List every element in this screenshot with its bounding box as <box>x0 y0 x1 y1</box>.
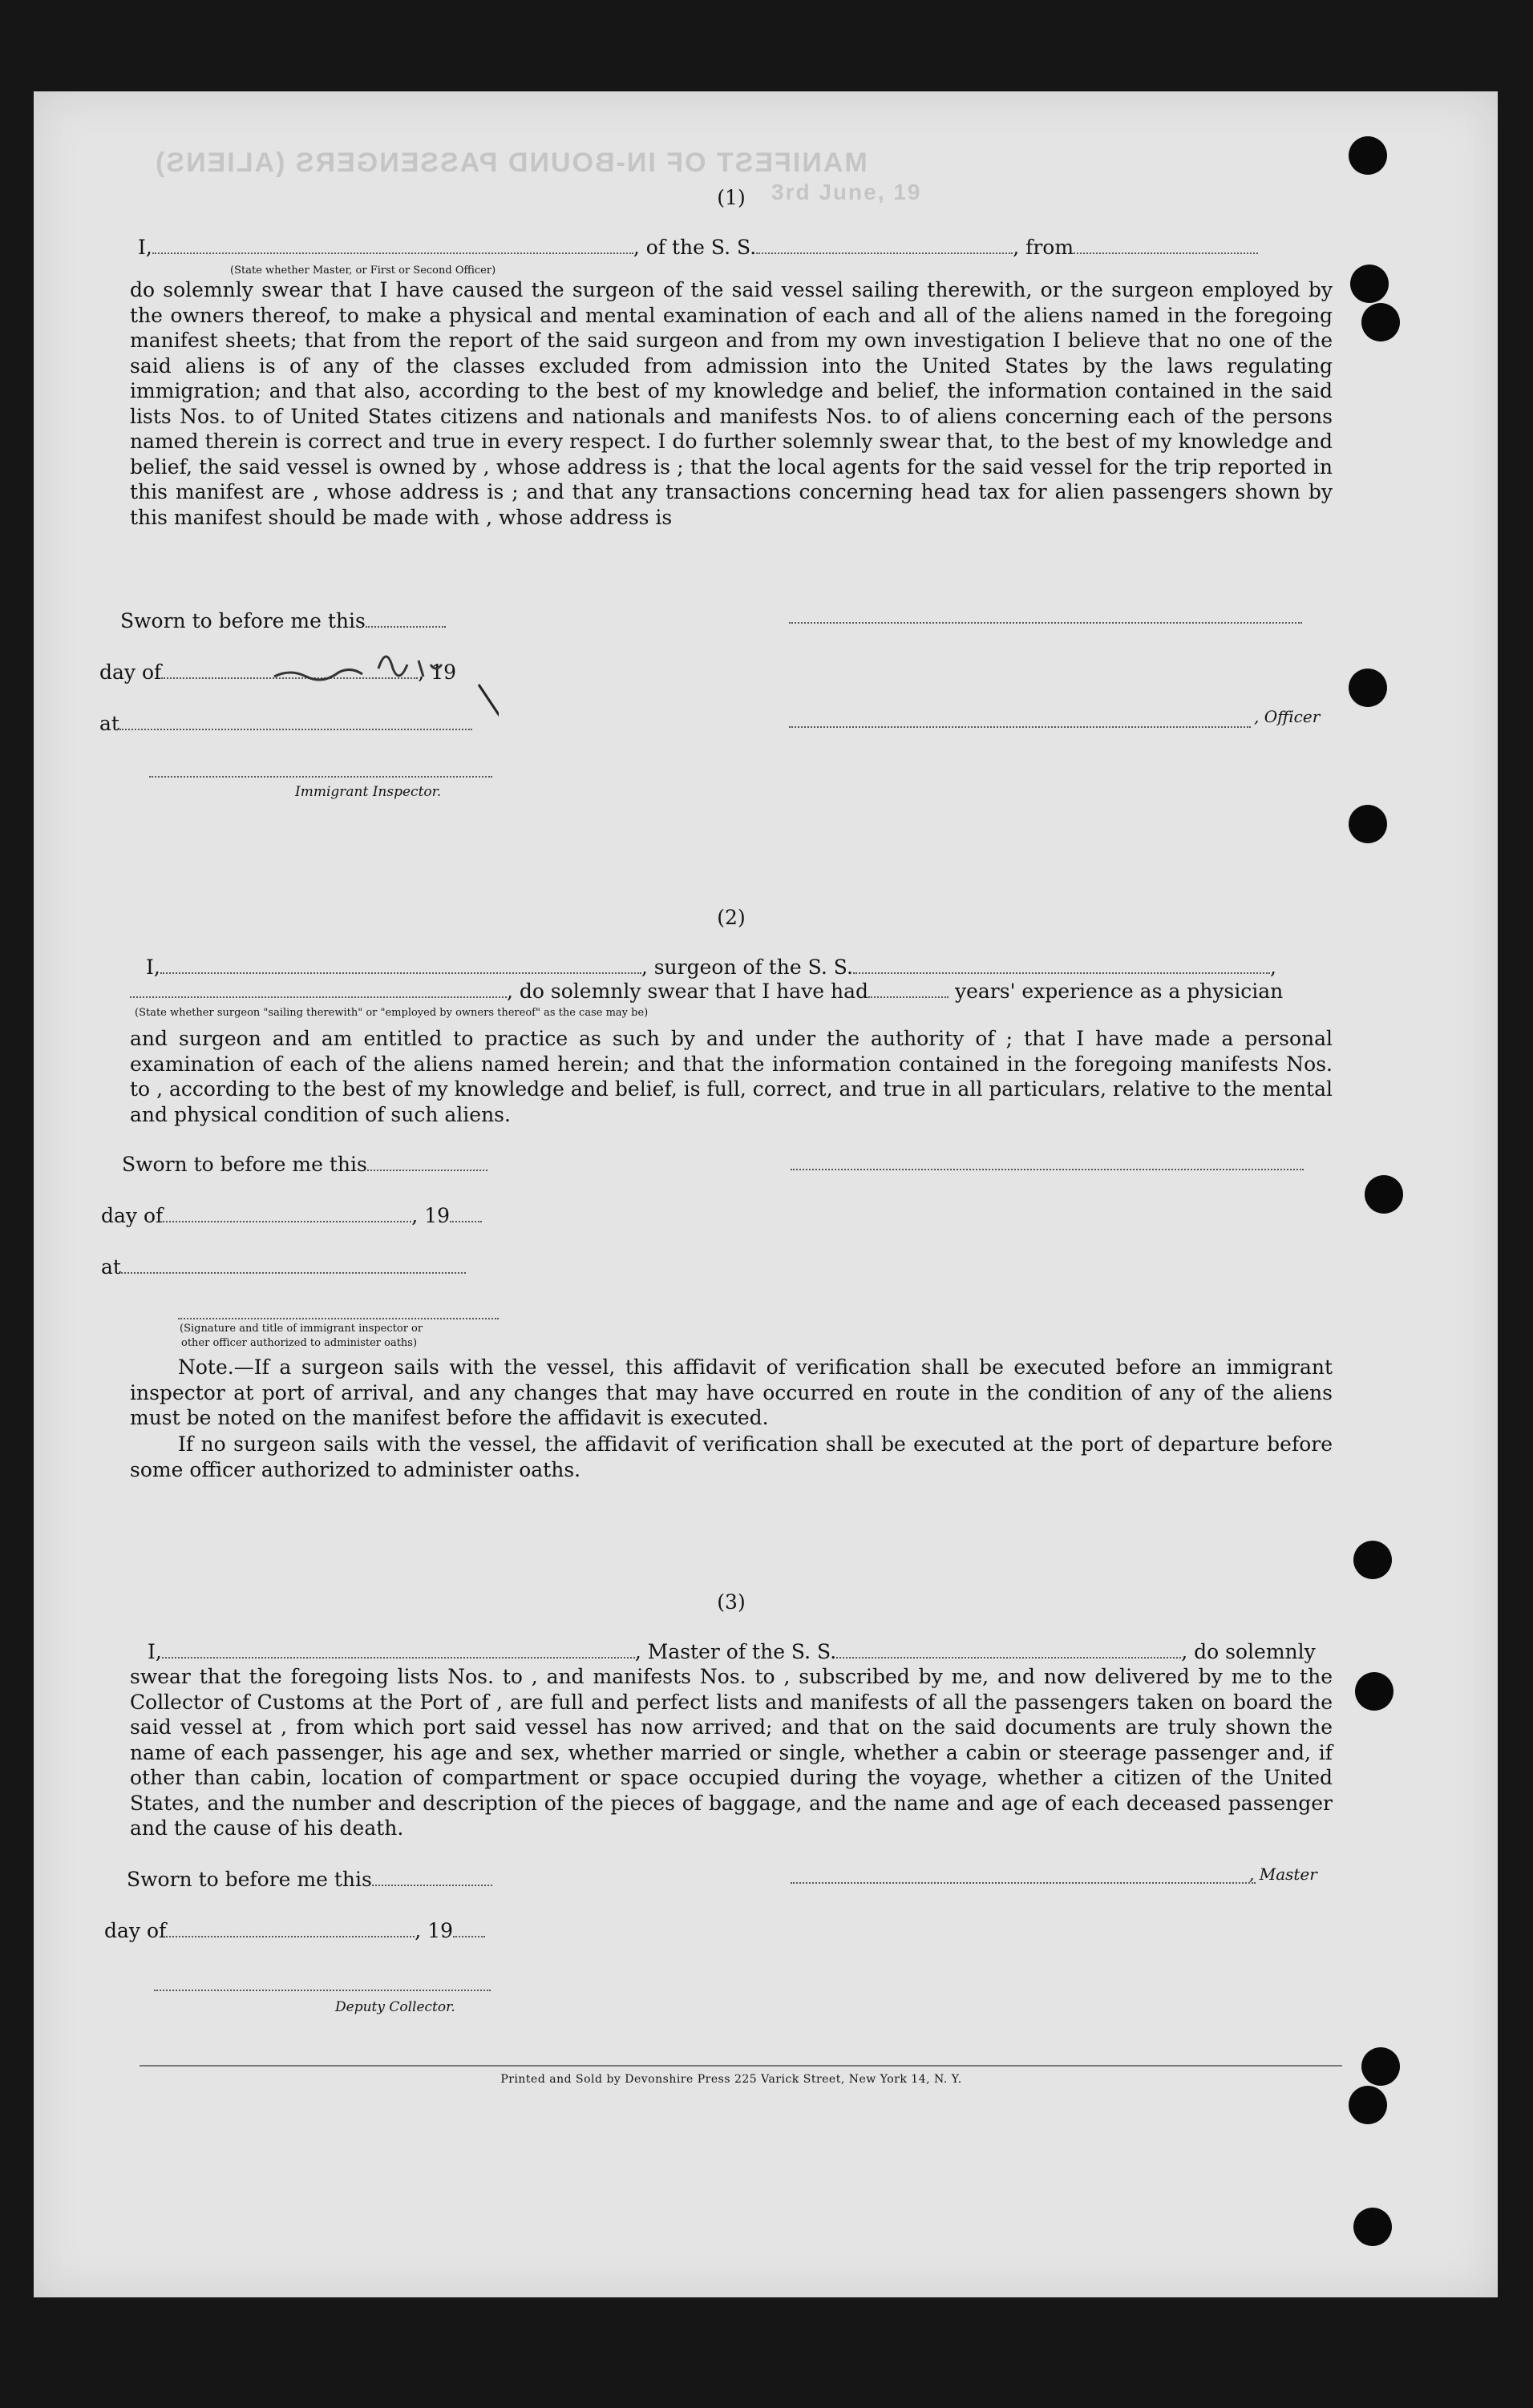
surgeon-note-paragraph: Note.—If a surgeon sails with the vessel, this affidavit of verification shall be executed before an immigrant inspector at port of arrival, and any changes that may have occurred en route in the condition of any of the aliens must be noted on the manifest before the affidavit is executed. <box>130 1356 1333 1429</box>
section-1-i: I, <box>138 236 152 259</box>
punch-hole <box>1349 805 1387 843</box>
punch-hole <box>1355 1672 1393 1711</box>
officer-title-line <box>789 725 1251 728</box>
punch-hole <box>1349 669 1387 707</box>
year-suffix-field-3 <box>453 1921 485 1937</box>
master-label: , Master <box>1249 1865 1317 1884</box>
year-label-2: , 19 <box>411 1204 451 1227</box>
section-3-first-line <box>148 1640 1316 1663</box>
collector-signature-line <box>154 1988 491 1991</box>
punch-hole <box>1361 303 1400 341</box>
years-field <box>868 982 949 998</box>
day-of-label-2: day of <box>101 1204 164 1227</box>
inspector-label: Immigrant Inspector. <box>295 784 442 800</box>
sworn-label-2: Sworn to before me this <box>122 1153 367 1176</box>
at-place-field <box>119 714 472 730</box>
bleed-date: 3rd June, 19 <box>771 180 922 204</box>
surgeon-name-field <box>160 958 641 974</box>
section-2-oath-text: and surgeon and am entitled to practice as such by and under the authority of ; that I have made a personal examination of each of the aliens named herein; and that the information contained in the foregoing manifests Nos. to , according to the best of my knowledge and belief, is full, correct, and true in all particulars, relative to the mental and physical condition of such aliens. <box>130 1027 1333 1126</box>
master-name-field <box>152 238 633 254</box>
at-place-field-2 <box>121 1258 466 1274</box>
printer-imprint: Printed and Sold by Devonshire Press 225 Varick Street, New York 14, N. Y. <box>500 2073 962 2086</box>
collector-label: Deputy Collector. <box>335 1999 455 2015</box>
solemnly-label: , do solemnly <box>1181 1640 1316 1663</box>
vessel-field-3 <box>836 1642 1181 1659</box>
section-3-sworn <box>127 1868 492 1891</box>
manifest-back-page <box>34 91 1498 2297</box>
section-2-day-of <box>101 1204 482 1227</box>
year-label-3: , 19 <box>415 1919 454 1942</box>
vessel-name-field <box>756 238 1013 254</box>
section-1-oath-text: do solemnly swear that I have caused the surgeon of the said vessel sailing therewith, or the surgeon employed by the owners thereof, to make a physical and mental examination of each and all of the aliens named in the foregoing manifest sheets; that from the report of the said surgeon and from my own investigation I believe that no one of the said aliens is of any of the classes excluded from admission into the United States by the laws regulating immigration; and that also, according to the best of my knowledge and belief, the information contained in the said lists Nos. to of United States citizens and nationals and manifests Nos. to of aliens concerning each of the persons named therein is correct and true in every respect. I do further solemnly swear that, to the best of my knowledge and belief, the said vessel is owned by , whose address is ; that the local agents for the said vessel for the trip reported in this manifest are , whose address is ; and that any transactions concerning head tax for alien passengers shown by this manifest should be made with , whose address is <box>130 278 1333 529</box>
sworn-label-3: Sworn to before me this <box>127 1868 372 1891</box>
punch-hole <box>1353 1541 1392 1579</box>
inspector-signature-line <box>149 774 492 778</box>
surgeon-vessel-field <box>853 958 1270 974</box>
sworn-label: Sworn to before me this <box>120 609 366 632</box>
day-field-2 <box>163 1206 411 1222</box>
surgeon-of-label: , surgeon of the S. S. <box>641 956 853 979</box>
surgeon-note: (State whether surgeon "sailing therewith" or "employed by owners thereof" as the case may be) <box>135 1007 649 1019</box>
section-2-number: (2) <box>717 906 746 929</box>
section-1-first-line <box>138 236 1258 259</box>
officer-label: , Officer <box>1254 707 1321 726</box>
master-name-field-3 <box>162 1642 635 1659</box>
punch-hole <box>1365 1175 1403 1214</box>
sig-note-2: other officer authorized to administer oaths) <box>181 1337 418 1349</box>
from-label: , from <box>1013 236 1074 259</box>
of-the-ss-label: , of the S. S. <box>633 236 757 259</box>
at-label-2: at <box>101 1255 121 1279</box>
swear-label: , do solemnly swear that I have had <box>507 980 869 1003</box>
sig-note-1: (Signature and title of immigrant inspector or <box>180 1323 423 1335</box>
authorized-officer-line <box>178 1316 499 1319</box>
day-field-3 <box>166 1921 415 1937</box>
master-of-label: , Master of the S. S. <box>634 1640 837 1663</box>
punch-hole <box>1349 136 1387 175</box>
years-label: years' experience as a physician <box>954 980 1284 1003</box>
year-label: , 19 <box>418 661 457 684</box>
section-2-at <box>101 1255 466 1279</box>
year-suffix-field-2 <box>450 1206 482 1222</box>
day-of-label-3: day of <box>104 1919 167 1942</box>
footer-rule <box>140 2065 1342 2067</box>
section-2-sworn <box>122 1153 487 1176</box>
section-1-number: (1) <box>717 186 746 209</box>
section-2-i: I, <box>146 956 160 979</box>
at-label: at <box>99 712 119 735</box>
section-2-first-line: I, , surgeon of the S. S. , <box>146 956 1276 979</box>
section-2-second-line <box>130 980 1283 1003</box>
section-3-number: (3) <box>717 1590 746 1614</box>
master-note: (State whether Master, or First or Second Officer) <box>230 265 496 277</box>
from-port-field <box>1074 238 1258 254</box>
day-of-label: day of <box>99 661 162 684</box>
surgeon-signature-line <box>791 1167 1304 1170</box>
signature-scribble <box>258 604 499 717</box>
punch-hole <box>1353 2208 1392 2246</box>
bleed-through-header <box>154 147 868 179</box>
officer-signature-line <box>789 620 1302 624</box>
section-3-oath-text: swear that the foregoing lists Nos. to , and manifests Nos. to , subscribed by me, and now delivered by me to the Collector of Customs at the Port of , are full and perfect lists and manifests of all the passengers taken on board the said vessel at , from which port said vessel has now arrived; and that on the said documents are truly shown the name of each passenger, his age and sex, whether married or single, whether a cabin or steerage passenger and, if other than cabin, location of compartment or space occupied during the voyage, whether a citizen of the United States, and the number and description of the pieces of baggage, and the name and age of each deceased passenger and the cause of his death. <box>130 1665 1333 1840</box>
sworn-date-field-3 <box>372 1870 492 1886</box>
sworn-date-field-2 <box>367 1155 487 1171</box>
section-3-day-of <box>104 1919 485 1942</box>
punch-hole <box>1350 265 1389 303</box>
section-3-i: I, <box>148 1640 162 1663</box>
surgeon-type-field <box>130 982 507 998</box>
master-signature-line <box>791 1881 1256 1884</box>
punch-hole <box>1349 2086 1387 2124</box>
bleed-title: MANIFEST OF IN-BOUND PASSENGERS (ALIENS) <box>154 147 868 178</box>
surgeon-note-paragraph-2: If no surgeon sails with the vessel, the affidavit of verification shall be executed at the port of departure before some officer authorized to administer oaths. <box>130 1432 1333 1481</box>
